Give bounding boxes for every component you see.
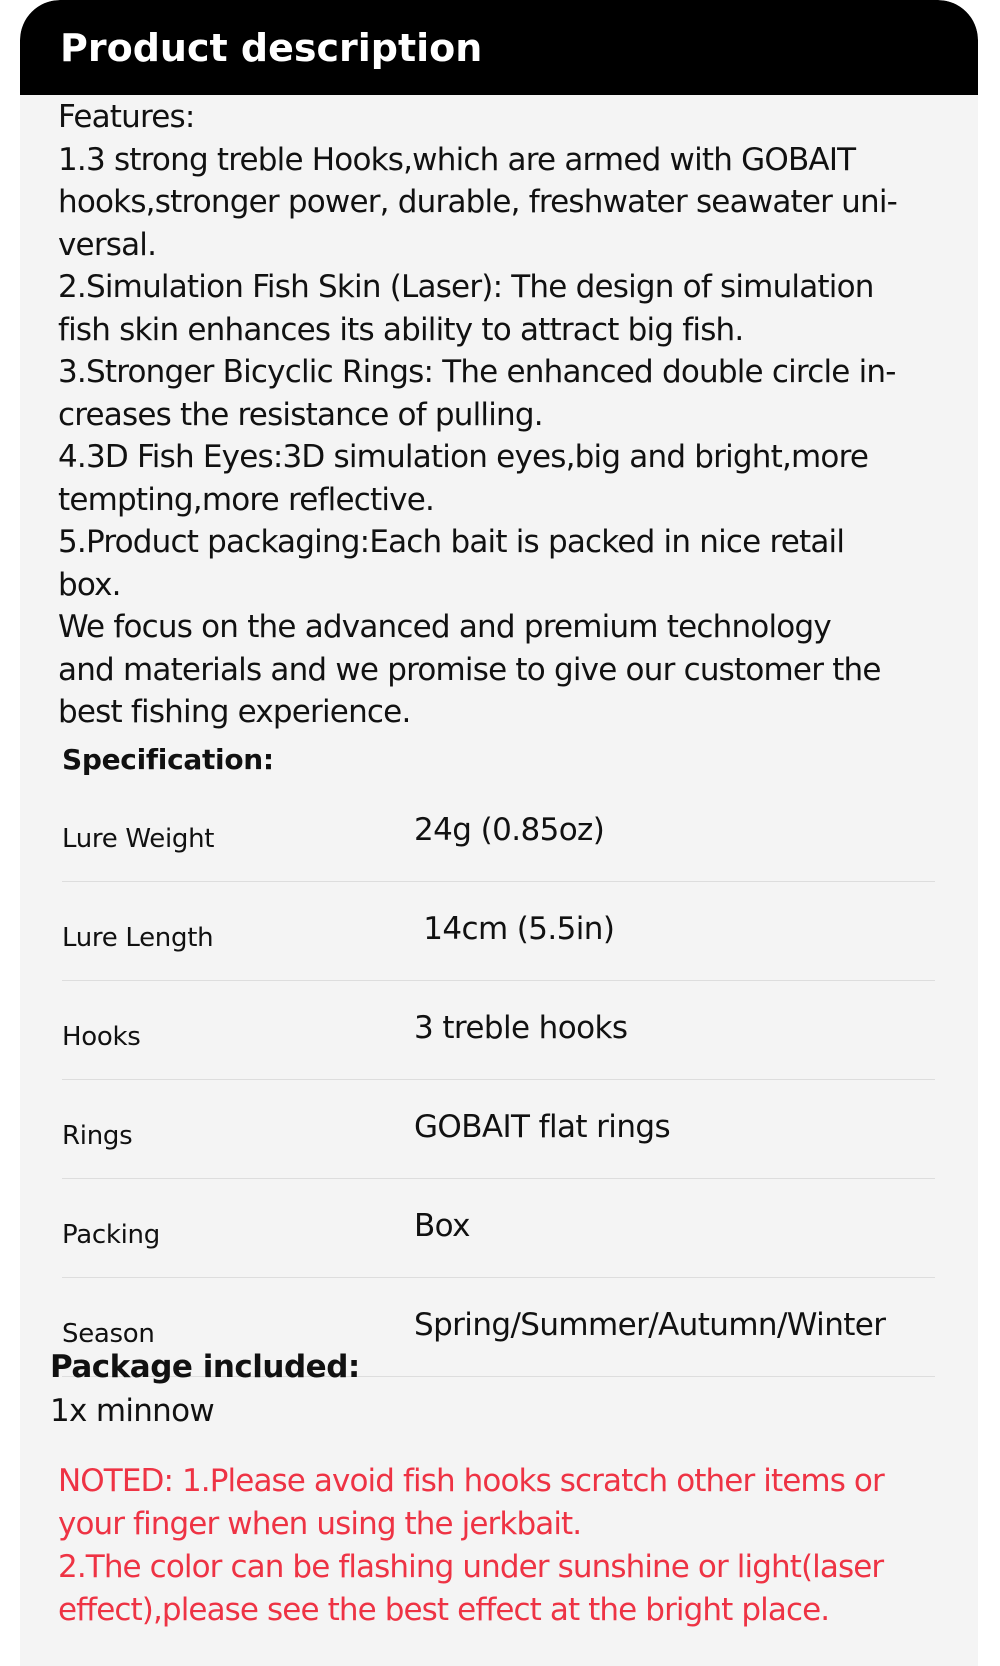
table-row [62,1080,935,1179]
features-line: box. [58,566,121,603]
spec-value: 14cm (5.5in) [414,882,935,981]
noted-warning [58,1460,958,1632]
product-description-card [20,0,978,1666]
spec-value: GOBAIT flat rings [414,1080,935,1179]
spec-key: Season [62,1278,414,1377]
section-header [20,0,978,95]
specification-table [62,783,935,1377]
features-line: tempting,more reflective. [58,481,435,518]
features-line: Features: [58,99,195,135]
features-line: best fishing experience. [58,694,411,730]
features-line: 3.Stronger Bicyclic Rings: The enhanced double circle in- [58,354,896,390]
noted-line: effect),please see the best effect at the bright place. [58,1592,830,1628]
table-row [62,1179,935,1278]
spec-key: Lure Length [62,882,414,981]
features-line: 2.Simulation Fish Skin (Laser): The design of simulation [58,269,874,305]
table-row [62,783,935,882]
specification-title: Specification: [62,743,274,776]
spec-key: Rings [62,1080,414,1179]
features-line: 5.Product packaging:Each bait is packed in nice retail [58,524,845,560]
table-row [62,981,935,1080]
noted-line: your finger when using the jerkbait. [58,1506,582,1542]
features-text [58,96,953,734]
features-line: fish skin enhances its ability to attract big fish. [58,311,744,348]
package-title: Package included: [50,1349,360,1385]
features-line: hooks,stronger power, durable, freshwater seawater uni- [58,184,898,220]
features-line: versal. [58,226,157,263]
page-title: Product description [60,26,483,70]
features-line: 4.3D Fish Eyes:3D simulation eyes,big and bright,more [58,439,869,475]
spec-value: Box [414,1179,935,1278]
spec-key: Lure Weight [62,783,414,882]
features-line: creases the resistance of pulling. [58,396,543,433]
spec-value: 24g (0.85oz) [414,783,935,882]
noted-line: 2.The color can be flashing under sunshine or light(laser [58,1549,884,1585]
package-included [50,1345,360,1433]
package-item: 1x minnow [50,1393,215,1429]
spec-key: Packing [62,1179,414,1278]
spec-key: Hooks [62,981,414,1080]
features-line: We focus on the advanced and premium technology [58,609,831,645]
noted-line: NOTED: 1.Please avoid fish hooks scratch other items or [58,1463,884,1499]
features-line: and materials and we promise to give our customer the [58,651,881,688]
table-row [62,882,935,981]
spec-value: 3 treble hooks [414,981,935,1080]
features-line: 1.3 strong treble Hooks,which are armed with GOBAIT [58,141,856,178]
spec-value: Spring/Summer/Autumn/Winter [414,1278,935,1377]
